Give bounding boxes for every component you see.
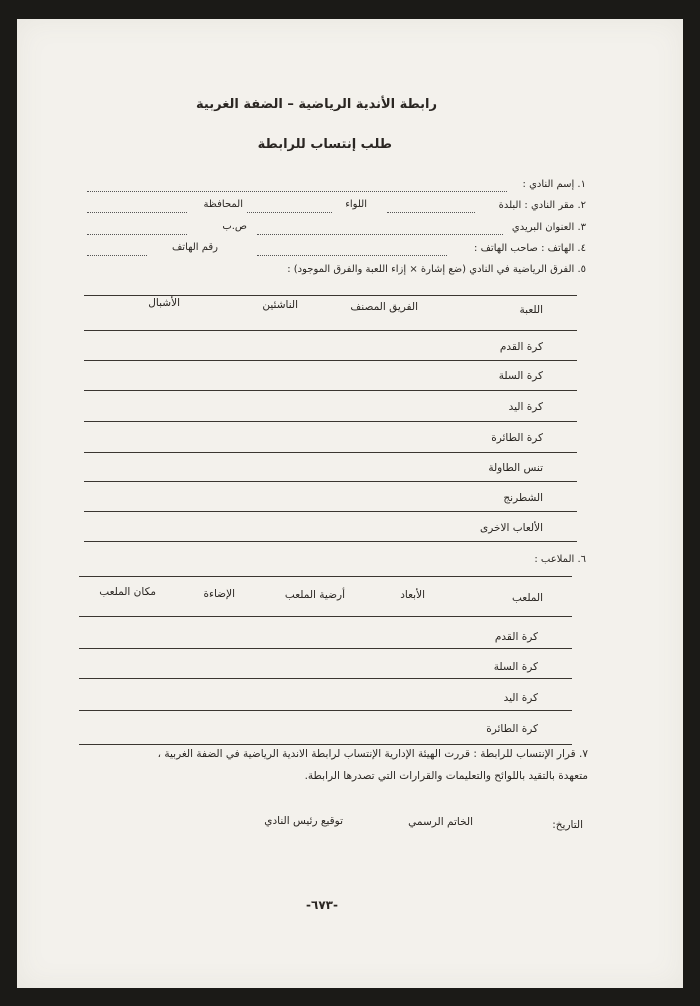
form-page (17, 19, 683, 988)
stadiums-row-line (79, 648, 572, 649)
teams-table-top (84, 295, 577, 296)
po-box-label: ص.ب (222, 221, 247, 232)
form-title: طلب إنتساب للرابطة (257, 137, 392, 152)
teams-header-game: اللعبة (519, 304, 543, 316)
stadiums-header-location: مكان الملعب (99, 586, 156, 598)
stadiums-table-top (79, 576, 572, 577)
president-signature-label: توقيع رئيس النادي (264, 815, 343, 827)
team-row-label: كرة القدم (499, 341, 543, 353)
postal-address-line[interactable] (257, 234, 503, 235)
team-row-label: الشطرنج (503, 492, 543, 504)
decision-line-2: متعهدة بالتقيد باللوائح والتعليمات والقرارات التي تصدرها الرابطة. (304, 770, 588, 782)
club-name-label: ١. إسم النادي : (522, 179, 586, 190)
phone-number-line[interactable] (87, 255, 147, 256)
date-label: التاريخ: (552, 819, 583, 831)
district-line[interactable] (247, 212, 332, 213)
teams-row-line (84, 360, 577, 361)
teams-table-bottom (84, 541, 577, 542)
governorate-line[interactable] (87, 212, 187, 213)
stadiums-label: ٦. الملاعب : (534, 554, 586, 565)
postal-address-label: ٣. العنوان البريدي (511, 222, 586, 233)
team-row-label: الألعاب الاخرى (480, 522, 543, 534)
phone-owner-line[interactable] (257, 255, 447, 256)
team-row-label: كرة السلة (498, 370, 543, 382)
teams-row-line (84, 481, 577, 482)
club-hq-label: ٢. مقر النادي : البلدة (498, 200, 586, 211)
po-box-line[interactable] (87, 234, 187, 235)
team-row-label: كرة الطائرة (491, 432, 543, 444)
teams-row-line (84, 421, 577, 422)
teams-row-line (84, 452, 577, 453)
stadiums-row-line (79, 678, 572, 679)
teams-header-youth: الناشئين (262, 299, 298, 311)
stadium-row-label: كرة القدم (494, 631, 538, 643)
stadiums-row-line (79, 710, 572, 711)
team-row-label: تنس الطاولة (488, 462, 543, 474)
teams-row-line (84, 390, 577, 391)
phone-owner-label: ٤. الهاتف : صاحب الهاتف : (474, 243, 586, 254)
governorate-label: المحافظة (203, 199, 243, 210)
stadiums-header-dimensions: الأبعاد (400, 589, 425, 601)
club-hq-line[interactable] (387, 212, 475, 213)
teams-row-line (84, 330, 577, 331)
team-row-label: كرة اليد (508, 401, 543, 413)
teams-header-juniors: الأشبال (148, 297, 180, 309)
stadiums-header-stadium: الملعب (511, 592, 543, 604)
stadiums-header-lighting: الإضاءة (203, 588, 235, 600)
stadiums-row-line (79, 616, 572, 617)
phone-number-label: رقم الهاتف (171, 242, 218, 253)
page-number: -٦٧٣- (306, 898, 338, 912)
teams-row-line (84, 511, 577, 512)
stadium-row-label: كرة الطائرة (486, 723, 538, 735)
league-title: رابطة الأندية الرياضية – الضفة الغربية (196, 97, 437, 112)
sports-teams-label: ٥. الفرق الرياضية في النادي (ضع إشارة × إزاء اللعبة والفرق الموجود) : (287, 264, 586, 275)
district-label: اللواء (345, 199, 367, 210)
stadiums-header-ground: أرضية الملعب (284, 589, 345, 601)
stadium-row-label: كرة السلة (493, 661, 538, 673)
teams-header-classified: الفريق المصنف (350, 301, 418, 313)
decision-line-1: ٧. قرار الإنتساب للرابطة : قررت الهيئة الإدارية الإنتساب لرابطة الاندية الرياضية في الضفة الغربية ، (157, 748, 588, 760)
official-seal-label: الخاتم الرسمي (408, 816, 473, 828)
stadium-row-label: كرة اليد (503, 692, 538, 704)
club-name-line[interactable] (87, 191, 507, 192)
